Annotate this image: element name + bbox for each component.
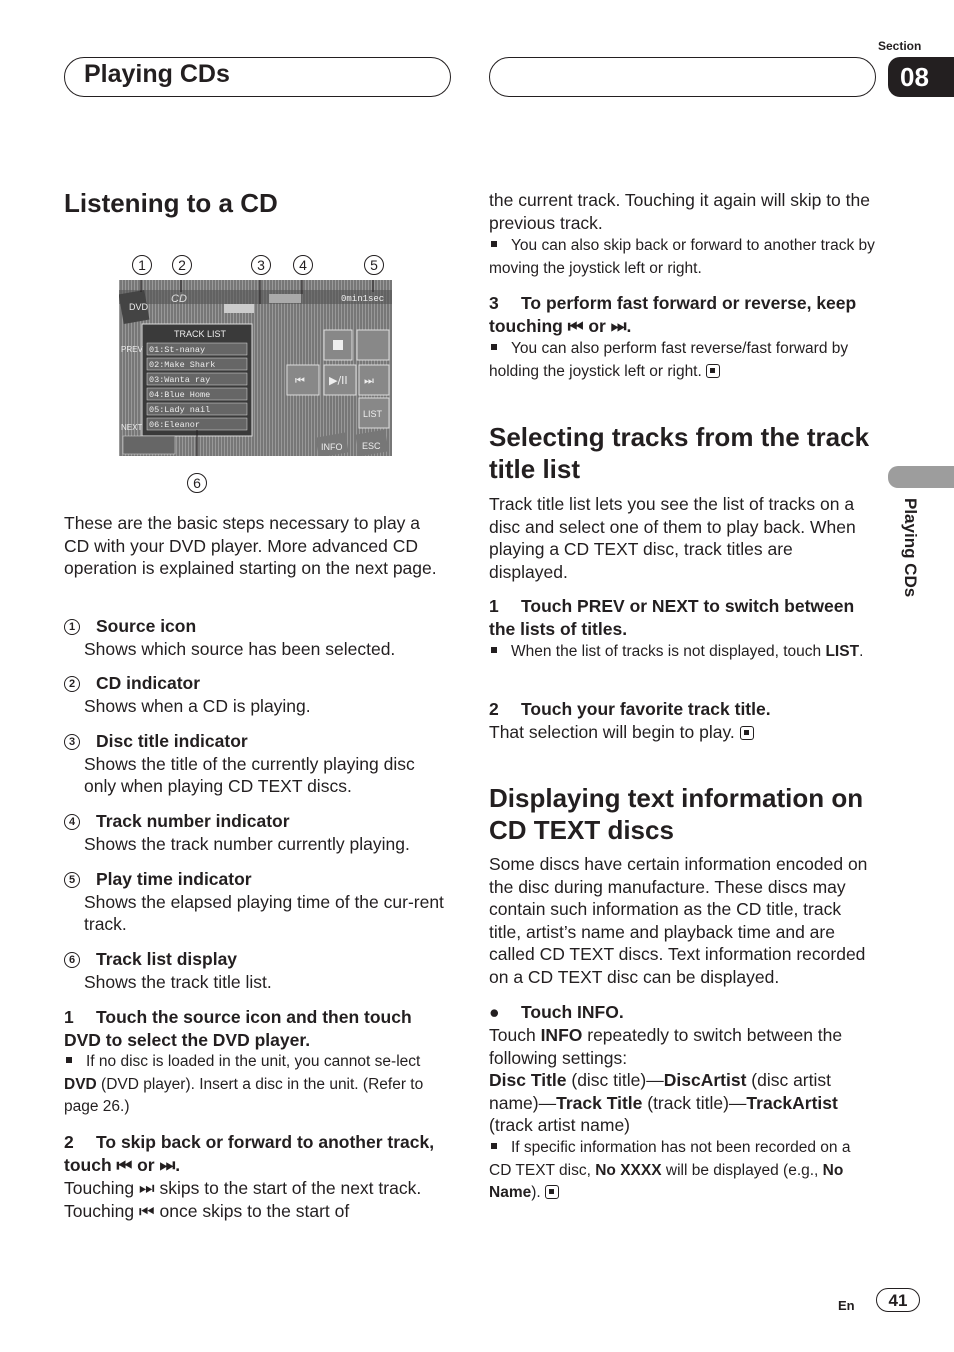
end-mark-icon [706,364,720,378]
menu-button [357,330,389,360]
next-track-icon: ⏭ [159,1154,176,1175]
bullet-icon [491,1143,497,1149]
continued-paragraph: the current track. Touching it again will skip to the previous track. [489,190,870,233]
svg-text:02:Make Shark: 02:Make Shark [149,360,216,370]
bullet-icon [66,1057,72,1063]
svg-text:01:St-nanay: 01:St-nanay [149,345,206,355]
note-joystick-fast: You can also perform fast reverse/fast forward by holding the joystick left or right. [489,340,849,380]
info-paragraph: Touch INFO repeatedly to switch between the following settings: [489,1025,843,1068]
callout-4: 4 [293,255,313,277]
prev-button: PREV [121,345,143,354]
svg-text:06:Eleanor: 06:Eleanor [149,420,201,430]
page-number: 41 [876,1288,920,1312]
svg-text:INFO: INFO [321,442,343,452]
svg-text:05:Lady nail: 05:Lady nail [149,405,211,415]
heading-listening: Listening to a CD [64,188,278,218]
step-2: 2 To skip back or forward to another track, touch ⏮ or ⏭. [64,1132,435,1175]
svg-text:TRACK LIST: TRACK LIST [174,329,227,339]
scroll-buttons [123,436,175,454]
note-joystick-skip: You can also skip back or forward to another track by moving the joystick left or right. [489,237,875,277]
prev-track-icon: ⏮ [138,1200,155,1221]
svg-text:▶/II: ▶/II [329,374,348,387]
svg-text:⏮: ⏮ [295,374,305,387]
prev-track-icon: ⏮ [116,1154,133,1175]
page-title: Playing CDs [84,60,230,88]
disc-title-indicator [224,304,254,313]
callout-3: 3 [251,255,271,277]
track-number-indicator [269,294,301,303]
intro-paragraph: These are the basic steps necessary to play a CD with your DVD player. More advanced CD operation is explained starting on the next page. [64,513,437,579]
cd-indicator: CD [171,293,187,305]
select-note: When the list of tracks is not displayed, touch LIST. [489,641,875,664]
item-source-icon: 1 Source icon Shows which source has been selected. [64,615,444,660]
note-no-xxxx: If specific information has not been recorded on a CD TEXT disc, No XXXX will be displayed (e.g., No Name). [489,1139,851,1202]
item-track-list-display: 6 Track list display Shows the track title list. [64,948,444,993]
header-pill-right [489,57,876,97]
next-button: NEXT [121,423,143,432]
end-mark-icon [740,726,754,740]
svg-text:ESC: ESC [362,441,381,451]
next-track-icon: ⏭ [610,315,627,336]
next-track-icon: ⏭ [138,1178,155,1198]
svg-text:04:Blue Home: 04:Blue Home [149,390,211,400]
side-tab [888,466,954,488]
svg-text:⏭: ⏭ [364,374,374,387]
play-time-indicator: 0min1sec [341,294,385,304]
source-icon [119,290,149,324]
bullet-dot-icon: ● [489,1002,500,1022]
svg-text:LIST: LIST [363,409,383,419]
section-label: Section [878,39,922,53]
item-disc-title-indicator: 3 Disc title indicator Shows the title of the currently playing disc only when playing CD TEXT discs. [64,730,444,798]
select-step-1: 1 Touch PREV or NEXT to switch between the lists of titles. [489,596,855,639]
item-track-number-indicator: 4 Track number indicator Shows the track number currently playing. [64,810,444,855]
section-number: 08 [888,57,954,97]
touch-info-step: ● Touch INFO. [489,1002,624,1022]
prev-track-icon: ⏮ [567,315,584,336]
end-mark-icon [545,1185,559,1199]
callout-1: 1 [132,255,152,277]
callout-5: 5 [364,255,384,277]
select-step-2-body: That selection will begin to play. [489,721,875,744]
heading-selecting: Selecting tracks from the track title list [489,422,870,484]
bullet-icon [491,647,497,653]
selecting-paragraph: Track title list lets you see the list of tracks on a disc and select one of them to play back. When playing a CD TEXT disc, track titles are displayed. [489,494,856,582]
step-3: 3 To perform fast forward or reverse, keep touching ⏮ or ⏭. [489,293,857,336]
bullet-icon [491,344,497,350]
bullet-icon [491,241,497,247]
select-step-2: 2 Touch your favorite track title. [489,699,771,719]
item-cd-indicator: 2 CD indicator Shows when a CD is playing. [64,672,444,717]
cd-screen-illustration [119,280,392,456]
svg-text:03:Wanta ray: 03:Wanta ray [149,375,211,385]
displaying-paragraph: Some discs have certain information encoded on the disc during manufacture. These discs may contain such information as the CD title, track title, artist’s name and playback time and are called CD TEXT discs. Text information recorded on a CD TEXT disc can be displayed. [489,854,868,987]
info-settings: Disc Title (disc title)—DiscArtist (disc artist name)—Track Title (track title)—TrackArtist (track artist name) [489,1070,838,1136]
step-1-note: If no disc is loaded in the unit, you cannot se-lect DVD (DVD player). Insert a disc in the unit. (Refer to page 26.) [64,1053,424,1116]
item-play-time-indicator: 5 Play time indicator Shows the elapsed playing time of the cur-rent track. [64,868,444,936]
step-1: 1 Touch the source icon and then touch DVD to select the DVD player. [64,1007,412,1050]
callout-6: 6 [187,473,207,495]
step-2-body: Touching ⏭ skips to the start of the next track. Touching ⏮ once skips to the start of [64,1178,422,1221]
language-label: En [838,1298,855,1313]
heading-displaying: Displaying text information on CD TEXT discs [489,783,864,845]
svg-text:DVD: DVD [129,302,149,312]
side-tab-label: Playing CDs [901,498,920,598]
callout-2: 2 [172,255,192,277]
